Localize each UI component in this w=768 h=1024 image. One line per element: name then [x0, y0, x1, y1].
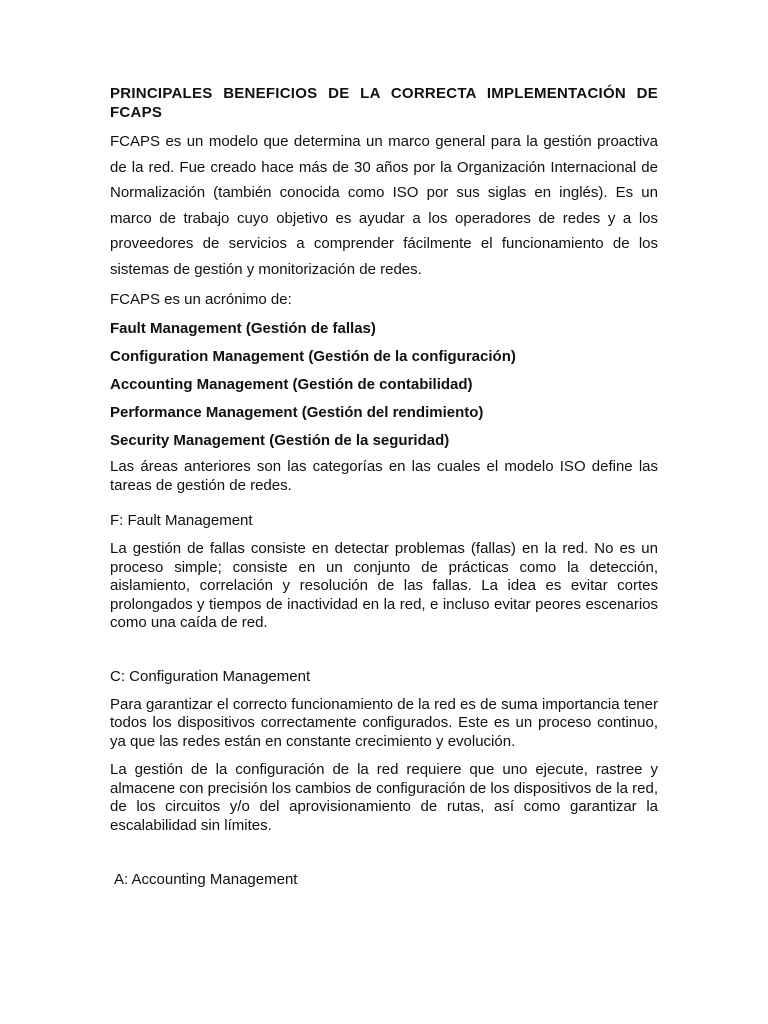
- acronym-item-configuration: Configuration Management (Gestión de la configuración): [110, 348, 516, 365]
- fault-paragraph: La gestión de fallas consiste en detectar problemas (fallas) en la red. No es un proceso simple; consiste en un conjunto de prácticas como la detección, aislamiento, correlación y resolución de las fallas. La idea es evitar cortes prolongados y tiempos de inactividad en la red, e incluso evitar peores escenarios como una caída de red.: [110, 540, 658, 631]
- configuration-paragraph-1: Para garantizar el correcto funcionamiento de la red es de suma importancia tener todos los dispositivos correctamente configurados. Este es un proceso continuo, ya que las redes están en constante crecimiento y evolución.: [110, 695, 658, 750]
- section-heading-configuration: C: Configuration Management: [110, 667, 311, 685]
- areas-paragraph: Las áreas anteriores son las categorías en las cuales el modelo ISO define las tareas de gestión de redes.: [110, 458, 658, 494]
- configuration-paragraph-2: La gestión de la configuración de la red requiere que uno ejecute, rastree y almacene con precisión los cambios de configuración de los dispositivos de la red, de los circuitos y/o del aprovisionamiento de rutas, así como garantizar la escalabilidad sin límites.: [110, 761, 658, 834]
- section-heading-fault: F: Fault Management: [110, 512, 253, 529]
- document-title: PRINCIPALES BENEFICIOS DE LA CORRECTA IMPLEMENTACIÓN DE FCAPS: [110, 85, 658, 121]
- acronym-item-accounting: Accounting Management (Gestión de contabilidad): [110, 376, 473, 393]
- acronym-item-fault: Fault Management (Gestión de fallas): [110, 320, 376, 337]
- intro-paragraph: FCAPS es un modelo que determina un marco general para la gestión proactiva de la red. Fue creado hace más de 30 años por la Organización Internacional de Normalización (también conocida como ISO por sus siglas en inglés). Es un marco de trabajo cuyo objetivo es ayudar a los operadores de redes y a los proveedores de servicios a comprender fácilmente el funcionamiento de los sistemas de gestión y monitorización de redes.: [110, 133, 658, 278]
- acronym-item-security: Security Management (Gestión de la seguridad): [110, 432, 450, 449]
- document-page: [110, 84, 658, 889]
- acronym-intro: FCAPS es un acrónimo de:: [110, 291, 292, 308]
- acronym-item-performance: Performance Management (Gestión del rendimiento): [110, 404, 484, 421]
- section-heading-accounting: A: Accounting Management: [114, 871, 298, 888]
